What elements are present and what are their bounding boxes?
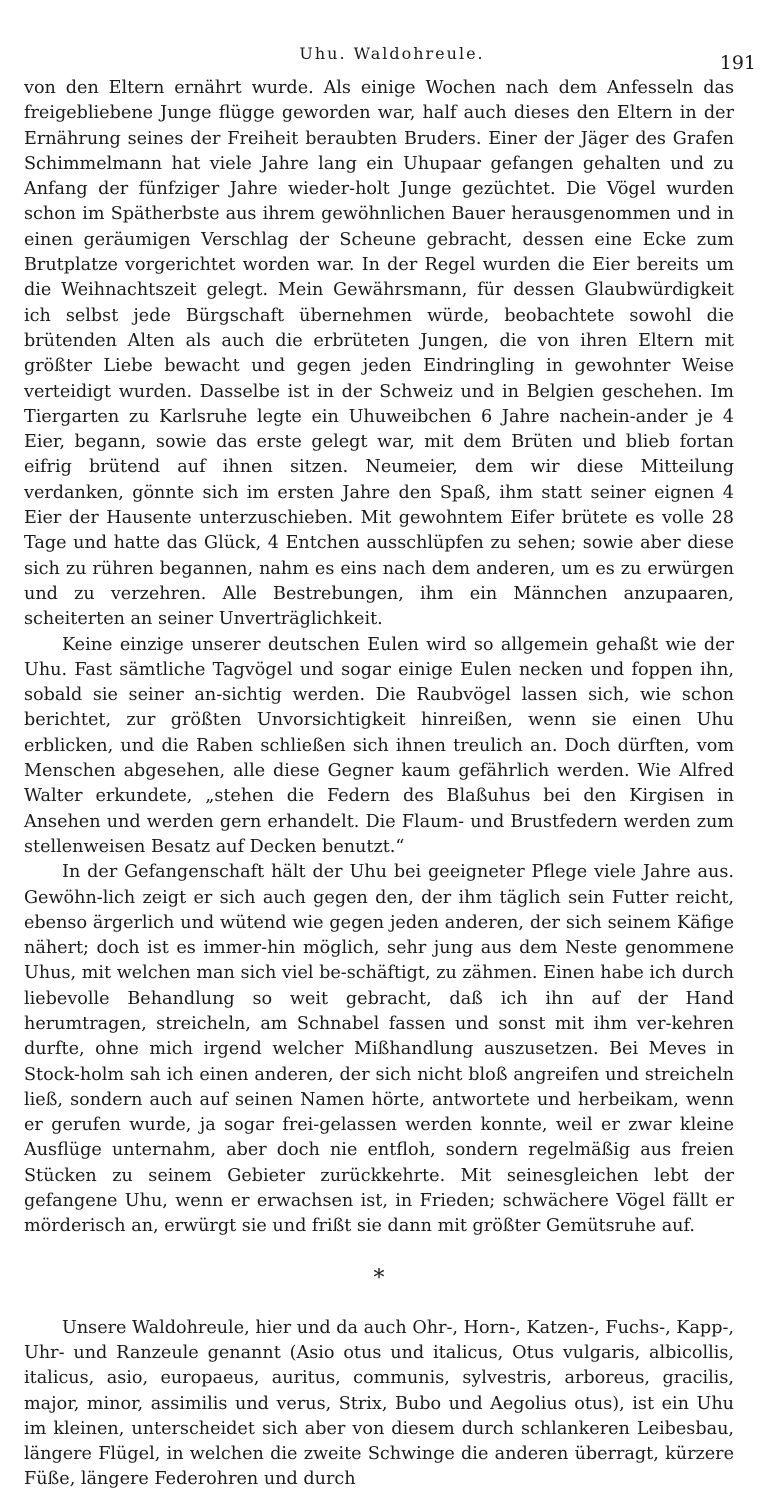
body-text [24, 76, 734, 1493]
paragraph-parenting: von den Eltern ernährt wurde. Als einige Wochen nach dem Anfesseln das freigebliebene Junge flügge geworden war, half auch dieses den Eltern in der Ernährung seines der Freiheit beraubten Bruders. Einer der Jäger des Grafen Schimmelmann hat viele Jahre lang ein Uhupaar gefangen gehalten und zu Anfang der fünfziger Jahre wieder-holt Junge gezüchtet. Die Vögel wurden schon im Spätherbste aus ihrem gewöhnlichen Bauer herausgenommen und in einen geräumigen Verschlag der Scheune gebracht, dessen eine Ecke zum Brutplatze vorgerichtet worden war. In der Regel wurden die Eier bereits um die Weihnachtszeit gelegt. Mein Gewährsmann, für dessen Glaubwürdigkeit ich selbst jede Bürgschaft übernehmen würde, beobachtete sowohl die brütenden Alten als auch die erbrüteten Jungen, die von ihren Eltern mit größter Liebe bewacht und gegen jeden Eindringling in gewohnter Weise verteidigt wurden. Dasselbe ist in der Schweiz und in Belgien geschehen. Im Tiergarten zu Karlsruhe legte ein Uhuweibchen 6 Jahre nachein-ander je 4 Eier, begann, sowie das erste gelegt war, mit dem Brüten und blieb fortan eifrig brütend auf ihnen sitzen. Neumeier, dem wir diese Mitteilung verdanken, gönnte sich im ersten Jahre den Spaß, ihm statt seiner eignen 4 Eier der Hausente unterzuschieben. Mit gewohntem Eifer brütete es volle 28 Tage und hatte das Glück, 4 Entchen ausschlüpfen zu sehen; sowie aber diese sich zu rühren begannen, nahm es eins nach dem anderen, um es zu erwürgen und zu verzehren. Alle Bestrebungen, ihm ein Männchen anzupaaren, scheiterten an seiner Unverträglichkeit. [24, 78, 734, 630]
page-number: 191 [719, 52, 756, 74]
paragraph-waldohreule: Unsere Waldohreule, hier und da auch Ohr-, Horn-, Katzen-, Fuchs-, Kapp-, Uhr- und Ranzeule genannt (Asio otus und italicus, Otus vulgaris, albicollis, italicus, asio, europaeus, auritus, communis, sylvestris, arboreus, gracilis, major, minor, assimilis und verus, Strix, Bubo und Aegolius otus), ist ein Uhu im kleinen, unterscheidet sich aber von diesem durch schlankeren Leibesbau, längere Flügel, in welchen die zweite Schwinge die anderen überragt, kürzere Füße, längere Federohren und durch [24, 1317, 734, 1490]
section-separator: * [373, 1265, 385, 1291]
running-head [24, 44, 760, 74]
paragraph-enemies: Keine einzige unserer deutschen Eulen wird so allgemein gehaßt wie der Uhu. Fast sämtliche Tagvögel und sogar einige Eulen necken und foppen ihn, sobald sie seiner an-sichtig werden. Die Raubvögel lassen sich, wie schon berichtet, zur größten Unvorsichtigkeit hinreißen, wenn sie einen Uhu erblicken, und die Raben schließen sich ihnen treulich an. Doch dürften, vom Menschen abgesehen, alle diese Gegner kaum gefährlich werden. Wie Alfred Walter erkundete, „stehen die Federn des Blaßuhus bei den Kirgisen in Ansehen und werden gern erhandelt. Die Flaum- und Brustfedern werden zum stellenweisen Besatz auf Decken benutzt.“ [24, 634, 734, 857]
running-title: Uhu. Waldohreule. [299, 44, 485, 63]
paragraph-captivity: In der Gefangenschaft hält der Uhu bei geeigneter Pflege viele Jahre aus. Gewöhn-lich zeigt er sich auch gegen den, der ihm täglich sein Futter reicht, ebenso ärgerlich und wütend wie gegen jeden anderen, der sich seinem Käfige nähert; doch ist es immer-hin möglich, sehr jung aus dem Neste genommene Uhus, mit welchen man sich viel be-schäftigt, zu zähmen. Einen habe ich durch liebevolle Behandlung so weit gebracht, daß ich ihn auf der Hand herumtragen, streicheln, am Schnabel fassen und sonst mit ihm ver-kehren durfte, ohne mich irgend welcher Mißhandlung auszusetzen. Bei Meves in Stock-holm sah ich einen anderen, der sich nicht bloß angreifen und streicheln ließ, sondern auch auf seinen Namen hörte, antwortete und herbeikam, wenn er gerufen wurde, ja sogar frei-gelassen werden konnte, weil er zwar kleine Ausflüge unternahm, aber doch nie entfloh, sondern regelmäßig aus freien Stücken zu seinem Gebieter zurückkehrte. Mit seinesgleichen lebt der gefangene Uhu, wenn er erwachsen ist, in Frieden; schwächere Vögel fällt er mörderisch an, erwürgt sie und frißt sie dann mit größter Gemütsruhe auf. [24, 862, 734, 1237]
